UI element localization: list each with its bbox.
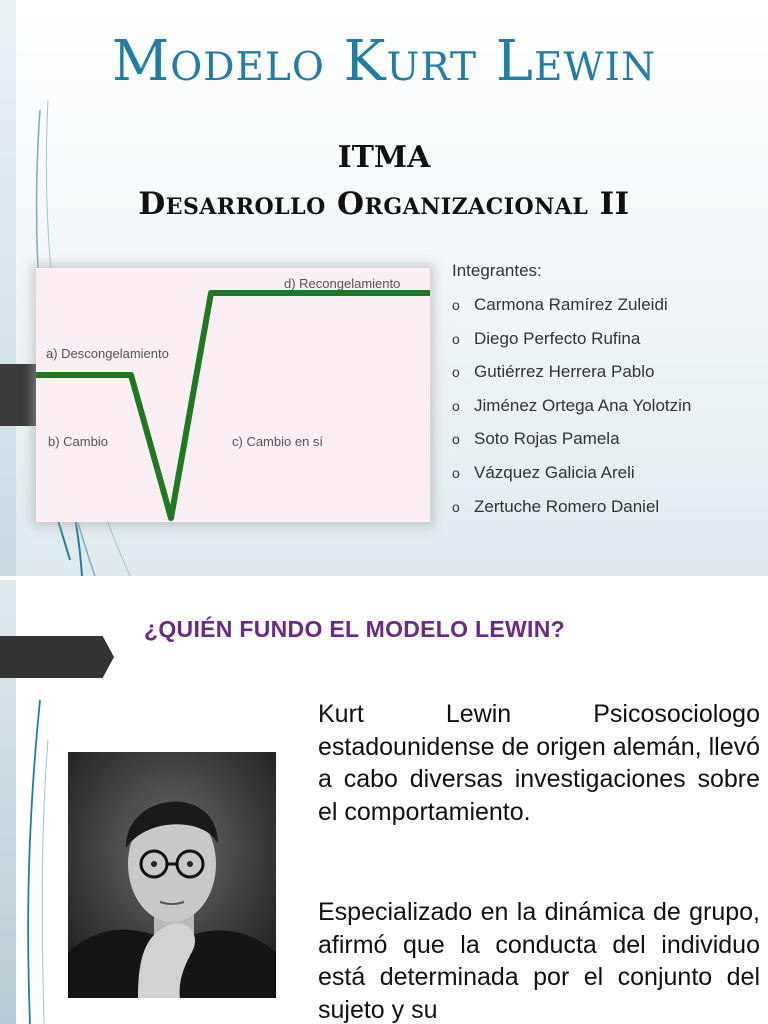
slide-tab-marker xyxy=(0,636,114,678)
label-change: b) Cambio xyxy=(48,434,108,449)
bullet-icon: o xyxy=(452,397,460,414)
kurt-lewin-portrait xyxy=(68,752,276,998)
list-item: o Soto Rojas Pamela xyxy=(452,422,762,456)
lewin-change-diagram xyxy=(36,268,430,522)
label-unfreezing: a) Descongelamiento xyxy=(46,346,169,361)
label-change-itself: c) Cambio en sí xyxy=(232,434,324,449)
list-item: o Gutiérrez Herrera Pablo xyxy=(452,355,762,389)
bullet-icon: o xyxy=(452,330,460,347)
members-list xyxy=(452,258,762,523)
list-item: o Carmona Ramírez Zuleidi xyxy=(452,288,762,322)
section-heading: ¿QUIÉN FUNDO EL MODELO LEWIN? xyxy=(144,616,565,642)
label-refreezing: d) Recongelamiento xyxy=(284,276,401,291)
bullet-icon: o xyxy=(452,498,460,515)
list-item: o Diego Perfecto Rufina xyxy=(452,322,762,356)
members-heading: Integrantes: xyxy=(452,261,542,280)
founder-paragraph-1: Kurt Lewin Psicosociologo estadounidense de origen alemán, llevó a cabo diversas investigaciones sobre el comportamiento. xyxy=(318,700,760,826)
list-item: o Jiménez Ortega Ana Yolotzin xyxy=(452,389,762,423)
page-title: Modelo Kurt Lewin xyxy=(111,29,657,94)
bullet-icon: o xyxy=(452,364,460,381)
bullet-icon: o xyxy=(452,297,460,313)
diagram-drawing xyxy=(36,268,430,522)
bullet-icon: o xyxy=(452,431,460,448)
slide-founder xyxy=(0,580,768,1024)
list-item: o Vázquez Galicia Areli xyxy=(452,456,762,490)
slide-tab-marker xyxy=(0,364,40,426)
bullet-icon: o xyxy=(452,464,460,481)
list-item: o Zertuche Romero Daniel xyxy=(452,490,762,524)
course-name: Desarrollo Organizacional II xyxy=(138,186,630,222)
institution-name: ITMA xyxy=(337,140,431,175)
founder-paragraph-2: Especializado en la dinámica de grupo, afirmó que la conducta del individuo está determinada por el conjunto del sujeto y su xyxy=(318,898,760,1024)
change-curve xyxy=(36,293,430,518)
